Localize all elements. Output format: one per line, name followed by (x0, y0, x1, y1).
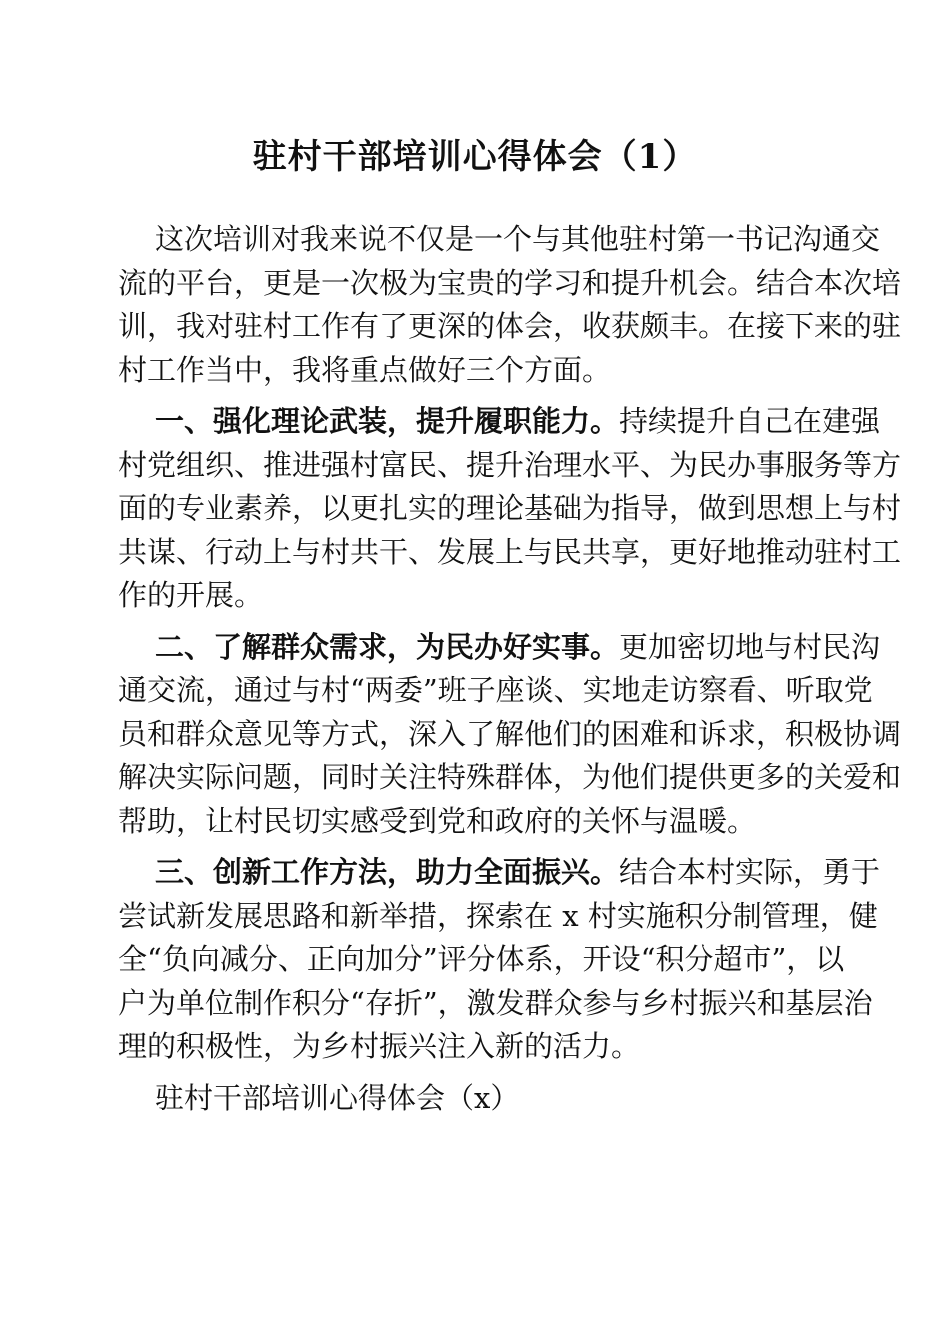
section-heading: 一、强化理论武装，提升履职能力。 (155, 404, 620, 438)
section-1-paragraph (118, 400, 902, 618)
section-heading: 二、了解群众需求，为民办好实事。 (155, 629, 620, 664)
text-line: 训，我对驻村工作有了更深的体会，收获颇丰。在接下来的驻 (118, 309, 902, 343)
text-line: 通交流，通过与村“两委”班子座谈、实地走访察看、听取党 (118, 673, 873, 707)
text-line: 全“负向减分、正向加分”评分体系，开设“积分超市”，以 (118, 942, 845, 976)
text-line: 户为单位制作积分“存折”，激发群众参与乡村振兴和基层治 (118, 985, 873, 1020)
text-span: 更加密切地与村民沟 (619, 629, 881, 664)
text-line: 作的开展。 (118, 578, 264, 612)
section-2-paragraph (118, 626, 902, 844)
text-line: 流的平台，更是一次极为宝贵的学习和提升机会。结合本次培 (118, 265, 902, 300)
text-line: 员和群众意见等方式，深入了解他们的困难和诉求，积极协调 (118, 716, 902, 751)
text-line: 这次培训对我来说不仅是一个与其他驻村第一书记沟通交 (155, 222, 881, 256)
text-line: 尝试新发展思路和新举措，探索在 x 村实施积分制管理，健 (118, 898, 878, 933)
text-line: 共谋、行动上与村共干、发展上与民共享，更好地推动驻村工 (118, 534, 902, 569)
text-line (118, 400, 881, 444)
text-line (118, 851, 881, 895)
intro-paragraph (118, 218, 902, 392)
text-line: 村党组织、推进强村富民、提升治理水平、为民办事服务等方 (118, 447, 902, 482)
text-line: 解决实际问题，同时关注特殊群体，为他们提供更多的关爱和 (118, 760, 902, 794)
document-title: 驻村干部培训心得体会（1） (252, 137, 698, 177)
text-line: 村工作当中，我将重点做好三个方面。 (118, 352, 612, 387)
text-line: 帮助，让村民切实感受到党和政府的关怀与温暖。 (118, 803, 757, 838)
text-span: 结合本村实际，勇于 (619, 855, 881, 889)
section-3-paragraph (118, 851, 881, 1069)
document-body (118, 218, 902, 1120)
text-line (118, 626, 881, 670)
trailing-line: 驻村干部培训心得体会（x） (155, 1080, 520, 1115)
text-line: 理的积极性，为乡村振兴注入新的活力。 (118, 1029, 641, 1063)
text-span: 持续提升自己在建强 (619, 404, 881, 438)
section-heading: 三、创新工作方法，助力全面振兴。 (155, 855, 620, 889)
text-line: 面的专业素养，以更扎实的理论基础为指导，做到思想上与村 (118, 491, 902, 525)
